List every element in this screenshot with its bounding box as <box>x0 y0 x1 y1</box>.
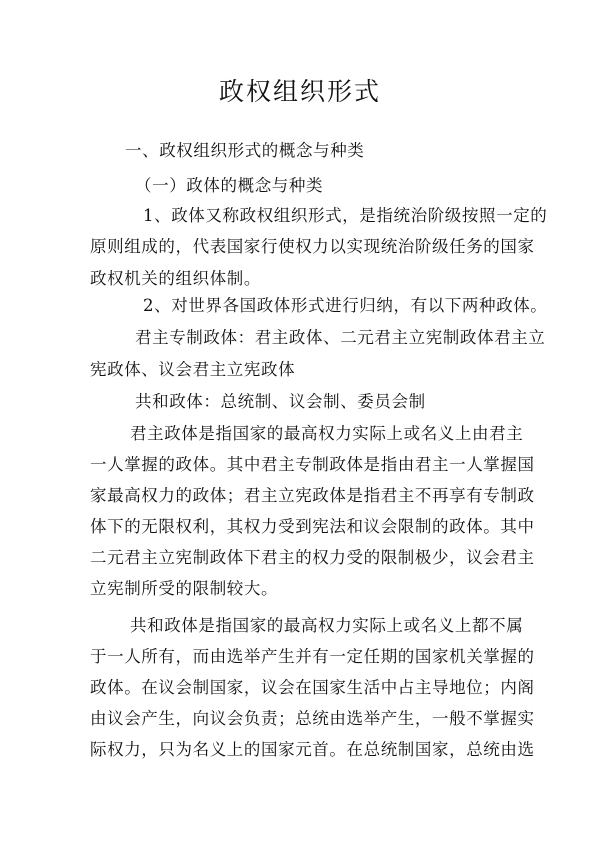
paragraph-line: 于一人所有，而由选举产生并有一定任期的国家机关掌握的 <box>90 647 535 666</box>
paragraph-line: 2、对世界各国政体形式进行归纳，有以下两种政体。 <box>143 296 548 315</box>
paragraph-line: 一人掌握的政体。其中君主专制政体是指由君主一人掌握国 <box>90 455 535 474</box>
paragraph-line: 君主专制政体：君主政体、二元君主立宪制政体君主立 <box>135 328 546 347</box>
page-title: 政权组织形式 <box>218 77 381 106</box>
paragraph-line: 君主政体是指国家的最高权力实际上或名义上由君主 <box>130 424 524 443</box>
paragraph-line: 由议会产生，向议会负责；总统由选举产生，一般不掌握实 <box>90 709 535 728</box>
paragraph-line: 立宪制所受的限制较大。 <box>90 579 279 598</box>
paragraph-line: 原则组成的，代表国家行使权力以实现统治阶级任务的国家 <box>90 237 535 256</box>
subsection-heading: （一）政体的概念与种类 <box>135 176 324 195</box>
paragraph-line: 家最高权力的政体；君主立宪政体是指君主不再享有专制政 <box>90 486 535 505</box>
paragraph-line: 共和政体：总统制、议会制、委员会制 <box>135 392 426 411</box>
paragraph-line: 共和政体是指国家的最高权力实际上或名义上都不属 <box>130 616 524 635</box>
paragraph-line: 际权力，只为名义上的国家元首。在总统制国家，总统由选 <box>90 740 535 759</box>
paragraph-line: 二元君主立宪制政体下君主的权力受的限制极少，议会君主 <box>90 548 535 567</box>
section-heading: 一、政权组织形式的概念与种类 <box>125 141 365 160</box>
paragraph-line: 宪政体、议会君主立宪政体 <box>90 360 296 379</box>
paragraph-line: 政权机关的组织体制。 <box>90 269 261 288</box>
paragraph-line: 体下的无限权利，其权力受到宪法和议会限制的政体。其中 <box>90 517 535 536</box>
paragraph-line: 1、政体又称政权组织形式，是指统治阶级按照一定的 <box>143 206 548 225</box>
paragraph-line: 政体。在议会制国家，议会在国家生活中占主导地位；内阁 <box>90 678 535 697</box>
